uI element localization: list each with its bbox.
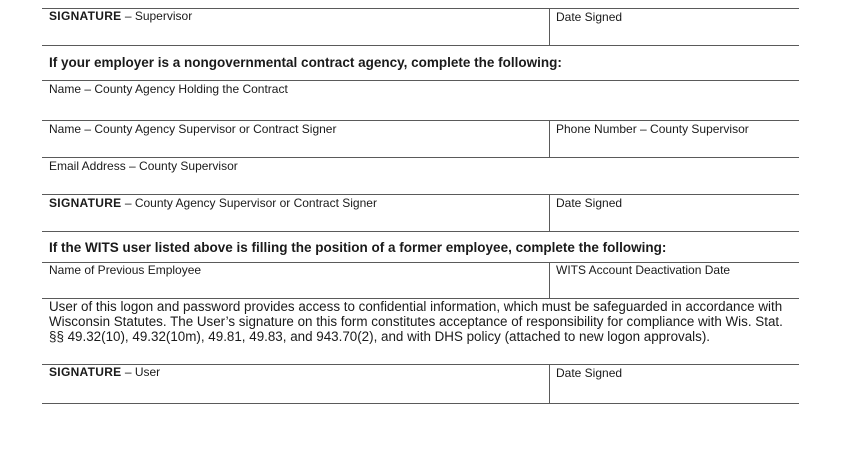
user-date-field[interactable] (551, 380, 798, 402)
supervisor-signature-label: SIGNATURE – Supervisor (49, 9, 193, 23)
agency-date-field[interactable] (551, 211, 798, 230)
agency-supervisor-name-field[interactable] (43, 137, 548, 156)
deactivation-date-field[interactable] (551, 278, 798, 297)
column-divider (549, 364, 550, 403)
county-supervisor-phone-field[interactable] (551, 137, 798, 156)
confidentiality-notice: User of this logon and password provides access to confidential information, which must be safeguarded in accordance with Wisconsin Statutes. The User’s signature on this form constitutes acceptance of responsibility for compliance with Wis. Stat. §§ 49.32(10), 49.32(10m), 49.81, 49.83, and 943.70(2), and with DHS policy (attached to new logon approvals). (49, 299, 783, 344)
supervisor-signature-field[interactable] (43, 24, 548, 44)
column-divider (549, 120, 550, 157)
rule (42, 120, 799, 121)
column-divider (549, 194, 550, 231)
previous-employee-label: Name of Previous Employee (49, 263, 202, 277)
rule (42, 80, 799, 81)
agency-signature-field[interactable] (43, 211, 548, 230)
rule (42, 231, 799, 232)
contract-agency-heading: If your employer is a nongovernmental contract agency, complete the following: (49, 55, 562, 70)
previous-employee-field[interactable] (43, 278, 548, 297)
supervisor-date-field[interactable] (551, 24, 798, 44)
agency-supervisor-name-label: Name – County Agency Supervisor or Contract Signer (49, 122, 337, 136)
user-date-label: Date Signed (556, 366, 623, 380)
agency-date-label: Date Signed (556, 196, 623, 210)
county-supervisor-email-label: Email Address – County Supervisor (49, 159, 238, 173)
county-supervisor-phone-label: Phone Number – County Supervisor (556, 122, 749, 136)
rule (42, 45, 799, 46)
agency-name-label: Name – County Agency Holding the Contract (49, 82, 288, 96)
rule (42, 157, 799, 158)
supervisor-date-label: Date Signed (556, 10, 623, 24)
agency-name-field[interactable] (43, 97, 798, 119)
agency-signature-label: SIGNATURE – County Agency Supervisor or Contract Signer (49, 196, 377, 210)
bottom-rule (42, 403, 799, 404)
former-employee-heading: If the WITS user listed above is filling the position of a former employee, complete the following: (49, 240, 667, 255)
rule (42, 194, 799, 195)
column-divider (549, 262, 550, 298)
column-divider (549, 8, 550, 45)
deactivation-date-label: WITS Account Deactivation Date (556, 263, 731, 277)
user-signature-label: SIGNATURE – User (49, 365, 161, 379)
county-supervisor-email-field[interactable] (43, 174, 798, 193)
user-signature-field[interactable] (43, 380, 548, 402)
